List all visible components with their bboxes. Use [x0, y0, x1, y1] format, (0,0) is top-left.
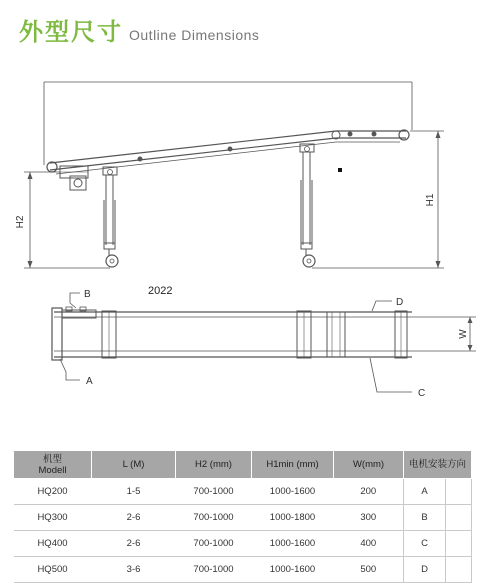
header-h1: H1min (mm)	[252, 451, 334, 479]
callout-c-leader	[370, 358, 412, 392]
drive-motor	[60, 166, 88, 190]
h1-label: H1	[425, 193, 436, 207]
spec-table	[13, 450, 472, 583]
cell-model: HQ300	[14, 505, 92, 531]
table-row	[14, 505, 472, 531]
cell-h1: 1000-1800	[252, 505, 334, 531]
cell-l: 3-6	[92, 557, 176, 583]
right-caster	[303, 255, 315, 267]
title-en: Outline Dimensions	[129, 27, 260, 43]
cell-w: 300	[334, 505, 404, 531]
cell-h1: 1000-1600	[252, 531, 334, 557]
cell-direction: C	[404, 531, 446, 557]
cell-direction: D	[404, 557, 446, 583]
table-header-row	[14, 451, 472, 479]
cell-w: 200	[334, 479, 404, 505]
header-w: W(mm)	[334, 451, 404, 479]
cell-h2: 700-1000	[176, 505, 252, 531]
left-caster	[106, 255, 118, 267]
tail-end	[52, 308, 62, 360]
table-row	[14, 531, 472, 557]
cell-l: 2-6	[92, 505, 176, 531]
callout-a-leader	[60, 359, 80, 380]
label-a: A	[86, 376, 93, 387]
table-row	[14, 479, 472, 505]
header-model	[14, 451, 92, 479]
cell-model: HQ400	[14, 531, 92, 557]
callout-b-leader	[70, 293, 80, 308]
cell-direction: A	[404, 479, 446, 505]
cell-blank	[446, 479, 472, 505]
cell-direction: B	[404, 505, 446, 531]
cell-blank	[446, 505, 472, 531]
left-leg	[103, 167, 118, 267]
table-row	[14, 557, 472, 583]
right-leg	[300, 144, 315, 267]
label-b: B	[84, 289, 91, 300]
cell-h2: 700-1000	[176, 557, 252, 583]
label-d: D	[396, 297, 404, 308]
h2-label: H2	[15, 215, 26, 229]
cell-l: 2-6	[92, 531, 176, 557]
cell-blank	[446, 531, 472, 557]
cell-l: 1-5	[92, 479, 176, 505]
cell-model: HQ500	[14, 557, 92, 583]
cell-h1: 1000-1600	[252, 557, 334, 583]
cell-model: HQ200	[14, 479, 92, 505]
header-h2: H2 (mm)	[176, 451, 252, 479]
title-cn: 外型尺寸	[19, 19, 123, 46]
h2-dimension	[24, 172, 110, 268]
cell-h2: 700-1000	[176, 531, 252, 557]
header-model-en: Modell	[38, 464, 67, 476]
top-view	[52, 293, 476, 392]
header-motor-direction: 电机安装方向	[404, 451, 472, 479]
cell-w: 400	[334, 531, 404, 557]
callout-d-leader	[372, 301, 392, 311]
header-l: L (M)	[92, 451, 176, 479]
cell-w: 500	[334, 557, 404, 583]
label-c: C	[418, 388, 426, 399]
conveyor-frame	[47, 130, 409, 174]
cell-blank	[446, 557, 472, 583]
cell-h1: 1000-1600	[252, 479, 334, 505]
header-model-cn: 机型	[42, 453, 62, 465]
year-label: 2022	[148, 285, 173, 297]
cell-h2: 700-1000	[176, 479, 252, 505]
knee-section	[327, 312, 345, 357]
w-label: W	[458, 329, 469, 339]
marker-dot	[338, 168, 342, 172]
tail-pulley	[47, 162, 57, 172]
side-view	[24, 82, 444, 268]
